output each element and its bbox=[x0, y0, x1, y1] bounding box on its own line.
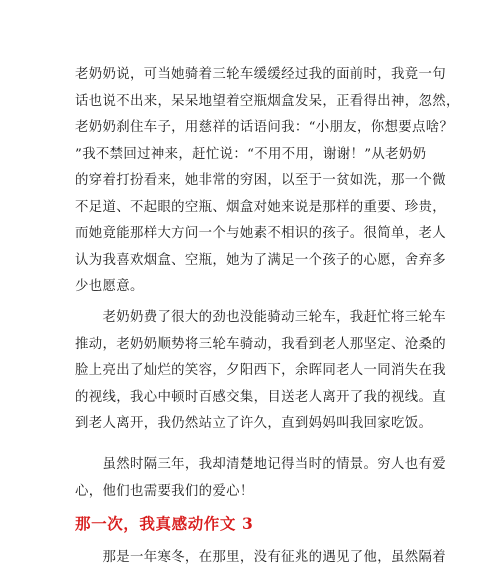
paragraph-line: 而她竟能那样大方问一个与她素不相识的孩子。很简单，老人 bbox=[75, 226, 446, 241]
paragraph-line: 少也愿意。 bbox=[75, 279, 144, 294]
paragraph-line: ”我不禁回过神来，赶忙说：“不用不用，谢谢！”从老奶奶 bbox=[75, 146, 427, 162]
paragraph-line: 的视线，我心中顿时百感交集，目送老人离开了我的视线。直 bbox=[75, 389, 446, 405]
section-heading: 那一次，我真感动作文 3 bbox=[75, 514, 254, 533]
paragraph-3 bbox=[75, 452, 446, 505]
paragraph-line: 的穿着打扮看来，她非常的穷困，以至于一贫如洗，那一个微 bbox=[75, 173, 446, 188]
paragraph-line: 脸上亮出了灿烂的笑容，夕阳西下，余晖同老人一同消失在我 bbox=[75, 363, 446, 378]
paragraph-line: 虽然时隔三年，我却清楚地记得当时的情景。穷人也有爱 bbox=[75, 457, 446, 472]
paragraph-line: 老奶奶说，可当她骑着三轮车缓缓经过我的面前时，我竟一句 bbox=[75, 67, 446, 82]
paragraph-line: 那是一年寒冬，在那里，没有征兆的遇见了他，虽然隔着 bbox=[75, 550, 446, 565]
paragraph-line: 心，他们也需要我们的爱心！ bbox=[75, 483, 254, 499]
paragraph-line: 推动，老奶奶顺势将三轮车骑动，我看到老人那坚定、沧桑的 bbox=[75, 336, 446, 352]
paragraph-line: 话也说不出来，呆呆地望着空瓶烟盒发呆，正看得出神，忽然， bbox=[75, 93, 460, 109]
paragraph-2 bbox=[75, 305, 446, 438]
paragraph-line: 老奶奶刹住车子，用慈祥的话语问我：“小朋友，你想要点啥？ bbox=[75, 120, 454, 135]
paragraph-line: 不足道、不起眼的空瓶、烟盒对她来说是那样的重要、珍贵， bbox=[75, 199, 446, 215]
paragraph-line: 认为我喜欢烟盒、空瓶，她为了满足一个孩子的心愿，舍弃多 bbox=[75, 252, 446, 268]
paragraph-1 bbox=[75, 62, 460, 301]
paragraph-line: 到老人离开，我仍然站立了许久，直到妈妈叫我回家吃饭。 bbox=[75, 416, 433, 431]
paragraph-line: 老奶奶费了很大的劲也没能骑动三轮车，我赶忙将三轮车 bbox=[75, 310, 446, 325]
paragraph-4 bbox=[75, 545, 446, 572]
